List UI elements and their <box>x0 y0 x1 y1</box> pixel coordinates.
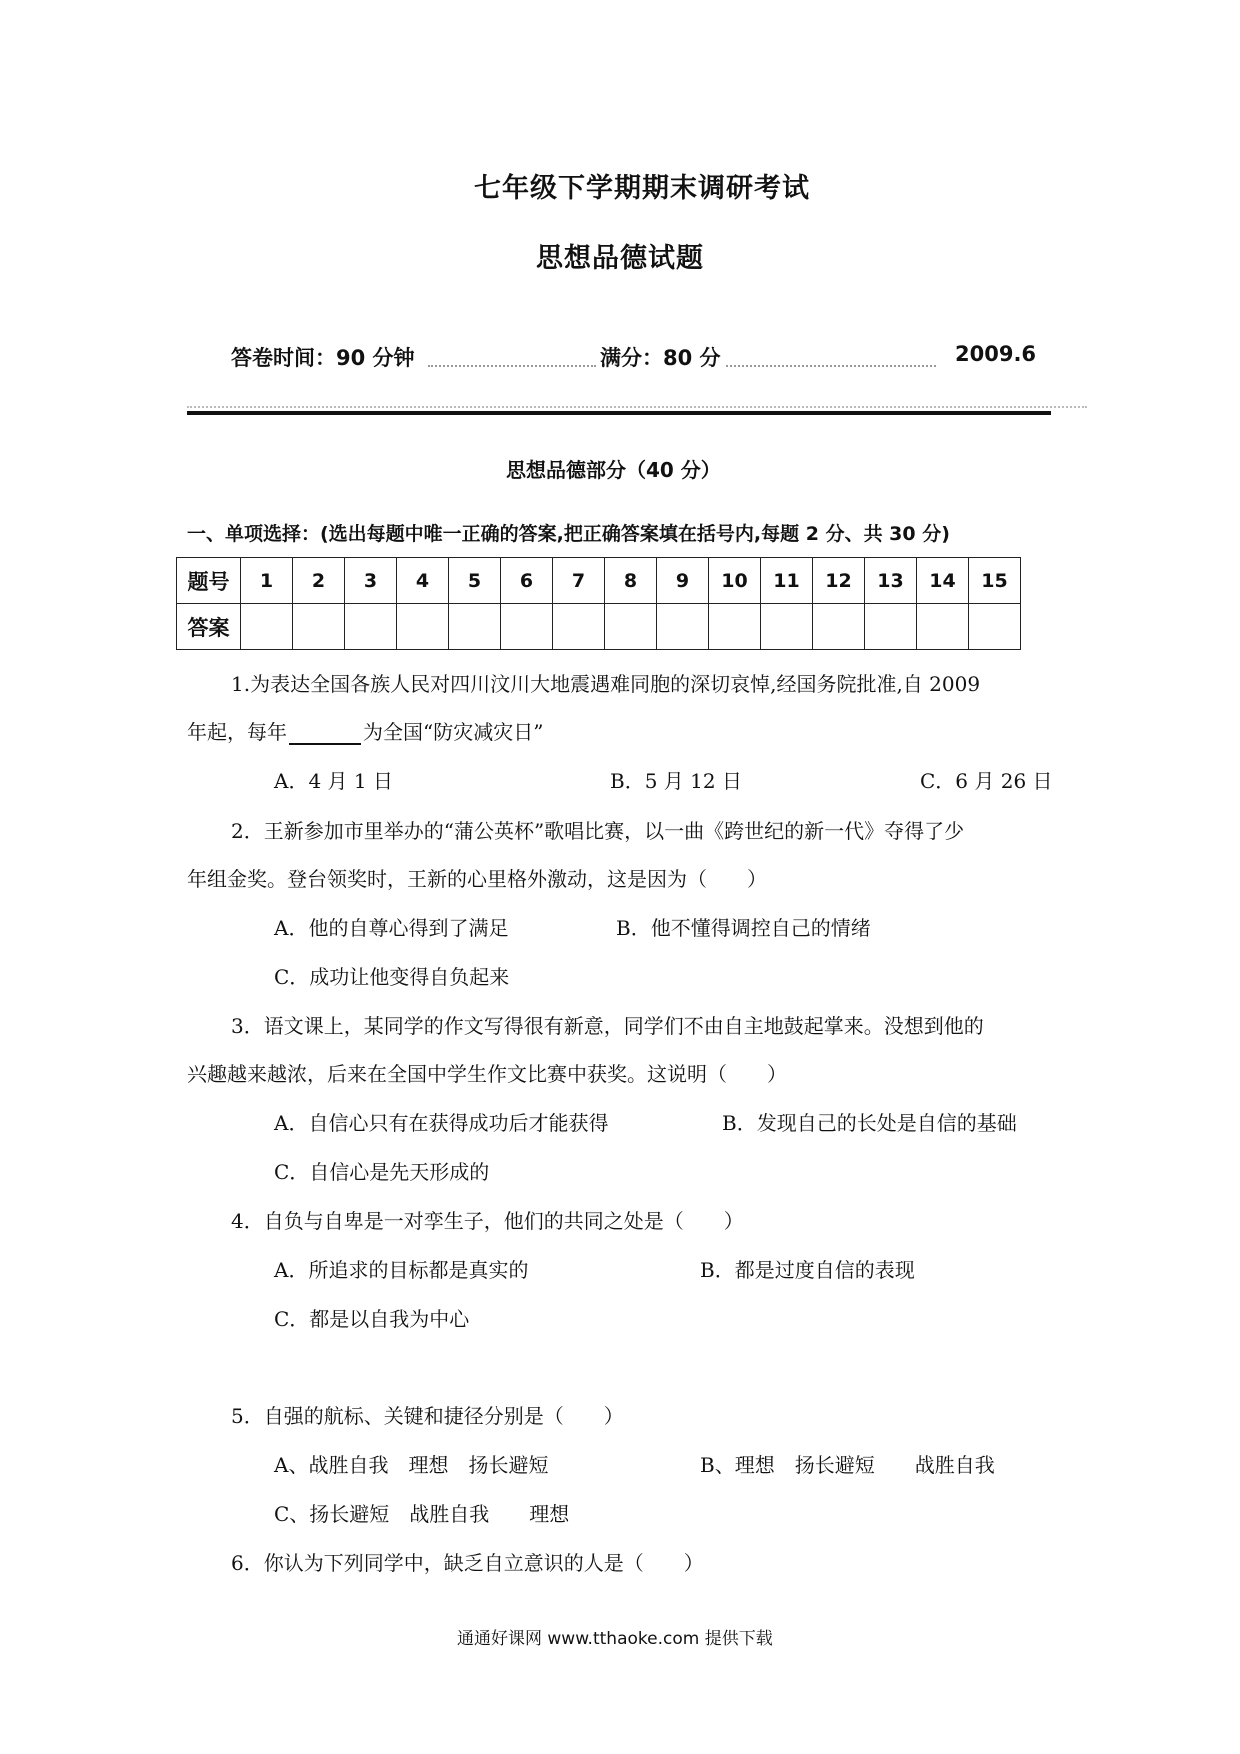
exam-title: 七年级下学期期末调研考试 <box>474 173 810 204</box>
option-c[interactable]: C．自信心是先天形成的 <box>274 1160 490 1184</box>
question-3-text: 3．语文课上，某同学的作文写得很有新意，同学们不由自主地鼓起掌来。没想到他的 <box>231 1014 984 1038</box>
answer-cell[interactable] <box>553 604 605 650</box>
row-label-answer: 答案 <box>177 604 241 650</box>
answer-cell[interactable] <box>969 604 1021 650</box>
exam-full-score: 满分：80 分 <box>600 346 721 370</box>
exam-duration: 答卷时间：90 分钟 <box>231 346 415 370</box>
question-number-cell: 7 <box>553 558 605 604</box>
question-number-cell: 10 <box>709 558 761 604</box>
question-number-cell: 14 <box>917 558 969 604</box>
exam-date: 2009.6 <box>955 342 1037 366</box>
question-number-cell: 8 <box>605 558 657 604</box>
option-a[interactable]: A、战胜自我 理想 扬长避短 <box>274 1453 549 1477</box>
question-number-cell: 2 <box>293 558 345 604</box>
question-number-cell: 5 <box>449 558 501 604</box>
option-c[interactable]: C．成功让他变得自负起来 <box>274 965 510 989</box>
question-3-text-continued: 兴趣越来越浓，后来在全国中学生作文比赛中获奖。这说明（ ） <box>187 1062 787 1086</box>
answer-cell[interactable] <box>761 604 813 650</box>
question-number-cell: 4 <box>397 558 449 604</box>
fill-in-blank[interactable] <box>289 723 361 745</box>
section-title: 思想品德部分（40 分） <box>506 458 721 482</box>
question-1-prefix: 年起，每年 <box>187 720 287 744</box>
table-row <box>177 558 1021 604</box>
header-divider <box>187 411 1051 415</box>
row-label-number: 题号 <box>177 558 241 604</box>
answer-cell[interactable] <box>449 604 501 650</box>
option-c[interactable]: C．6 月 26 日 <box>920 769 1053 793</box>
option-b[interactable]: B．都是过度自信的表现 <box>700 1258 915 1282</box>
option-b[interactable]: B．发现自己的长处是自信的基础 <box>722 1111 1017 1135</box>
dotted-leader <box>428 365 596 367</box>
question-2-text: 2．王新参加市里举办的“蒲公英杯”歌唱比赛，以一曲《跨世纪的新一代》夺得了少 <box>231 819 965 843</box>
option-a[interactable]: A．所追求的目标都是真实的 <box>274 1258 529 1282</box>
option-a[interactable]: A．4 月 1 日 <box>274 769 393 793</box>
question-number-cell: 11 <box>761 558 813 604</box>
option-c[interactable]: C、扬长避短 战胜自我 理想 <box>274 1502 570 1526</box>
option-b[interactable]: B．5 月 12 日 <box>610 769 742 793</box>
answer-cell[interactable] <box>293 604 345 650</box>
option-b[interactable]: B、理想 扬长避短 战胜自我 <box>700 1453 995 1477</box>
question-4-text: 4．自负与自卑是一对孪生子，他们的共同之处是（ ） <box>231 1209 744 1233</box>
question-1-suffix: 为全国“防灾减灾日” <box>363 720 544 744</box>
answer-cell[interactable] <box>605 604 657 650</box>
answer-cell[interactable] <box>397 604 449 650</box>
answer-cell[interactable] <box>345 604 397 650</box>
question-number-cell: 13 <box>865 558 917 604</box>
question-5-text: 5．自强的航标、关键和捷径分别是（ ） <box>231 1404 624 1428</box>
option-b[interactable]: B．他不懂得调控自己的情绪 <box>616 916 871 940</box>
table-row <box>177 604 1021 650</box>
exam-subtitle: 思想品德试题 <box>536 243 704 274</box>
answer-cell[interactable] <box>813 604 865 650</box>
question-1-text-continued <box>187 716 543 745</box>
answer-table <box>176 557 1021 650</box>
option-a[interactable]: A．他的自尊心得到了满足 <box>274 916 509 940</box>
dotted-leader <box>187 406 1087 408</box>
question-number-cell: 6 <box>501 558 553 604</box>
question-2-text-continued: 年组金奖。登台领奖时，王新的心里格外激动，这是因为（ ） <box>187 867 767 891</box>
answer-cell[interactable] <box>917 604 969 650</box>
answer-cell[interactable] <box>657 604 709 650</box>
dotted-leader <box>726 365 936 367</box>
answer-cell[interactable] <box>709 604 761 650</box>
part-one-instructions: 一、单项选择：(选出每题中唯一正确的答案,把正确答案填在括号内,每题 2 分、共 30 分) <box>187 523 950 545</box>
question-number-cell: 1 <box>241 558 293 604</box>
answer-cell[interactable] <box>865 604 917 650</box>
answer-cell[interactable] <box>501 604 553 650</box>
option-c[interactable]: C．都是以自我为中心 <box>274 1307 470 1331</box>
page-footer: 通通好课网 www.tthaoke.com 提供下载 <box>457 1629 773 1649</box>
question-number-cell: 3 <box>345 558 397 604</box>
question-6-text: 6．你认为下列同学中，缺乏自立意识的人是（ ） <box>231 1551 704 1575</box>
option-a[interactable]: A．自信心只有在获得成功后才能获得 <box>274 1111 609 1135</box>
question-number-cell: 9 <box>657 558 709 604</box>
question-number-cell: 12 <box>813 558 865 604</box>
answer-cell[interactable] <box>241 604 293 650</box>
question-number-cell: 15 <box>969 558 1021 604</box>
question-1-text: 1.为表达全国各族人民对四川汶川大地震遇难同胞的深切哀悼,经国务院批准,自 2009 <box>231 672 981 696</box>
